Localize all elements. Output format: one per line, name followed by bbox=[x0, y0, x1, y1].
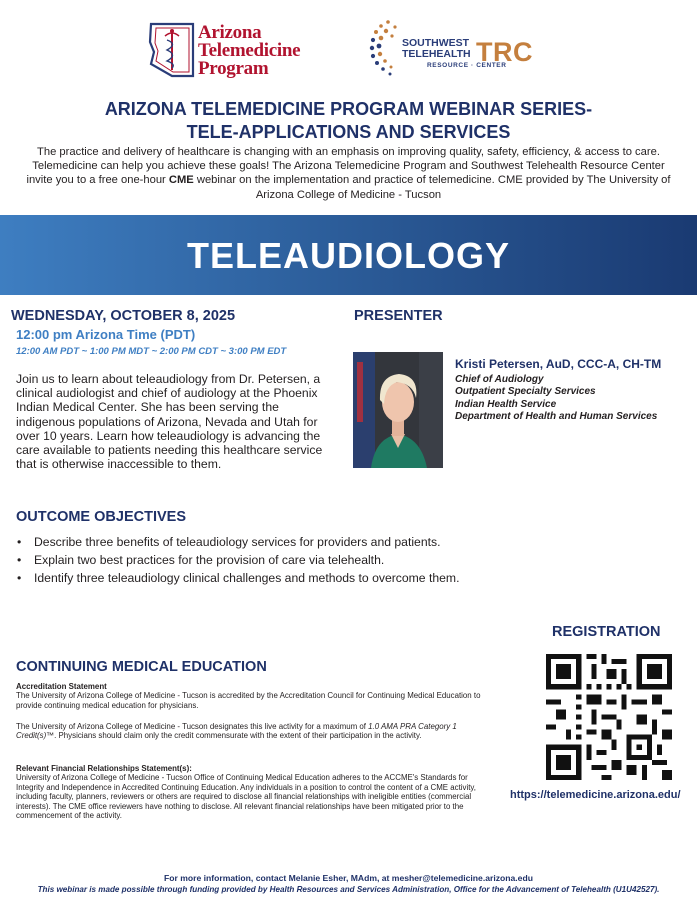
accreditation-title: Accreditation Statement bbox=[16, 682, 107, 691]
presenter-title: Chief of Audiology bbox=[455, 374, 544, 385]
event-date: WEDNESDAY, OCTOBER 8, 2025 bbox=[11, 308, 236, 324]
presenter-photo bbox=[353, 352, 443, 468]
intro-text: The practice and delivery of healthcare is changing with an emphasis on improving quality, safety, efficiency, & access to care. Telemedicine can help you achieve these goals! The Arizona Telemedicine Program and Southwest Telehealth Resource Center invite you to a free one-hour bbox=[26, 146, 665, 187]
presenter-heading: PRESENTER bbox=[354, 308, 443, 324]
designation-text-end: . Physicians should claim only the credit commensurate with the extent of their participation in the activity. bbox=[54, 731, 422, 741]
list-item: • Explain two best practices for the provision of care via telehealth. bbox=[17, 552, 657, 570]
registration-qr-code[interactable] bbox=[546, 654, 672, 780]
arizona-telemedicine-program-logo bbox=[148, 22, 320, 80]
atp-line-3: Program bbox=[198, 58, 269, 79]
topic-title: TELEAUDIOLOGY bbox=[186, 235, 510, 276]
southwest-telehealth-logo bbox=[368, 18, 558, 78]
intro-text-end: webinar on the implementation and practice of telemedicine. CME provided by The University of Arizona College of Medicine - Tucson bbox=[193, 174, 671, 201]
presenter-name: Kristi Petersen, AuD, CCC-A, CH-TM bbox=[455, 357, 662, 371]
event-other-times: 12:00 AM PDT ~ 1:00 PM MDT ~ 2:00 PM CDT ~ 3:00 PM EDT bbox=[16, 346, 287, 357]
atp-line-2: Telemedicine bbox=[198, 40, 301, 61]
series-title-line-1: ARIZONA TELEMEDICINE PROGRAM WEBINAR SERIES- bbox=[104, 99, 593, 119]
relationships-title: Relevant Financial Relationships Statement(s): bbox=[16, 764, 192, 773]
swt-line-1: SOUTHWEST bbox=[402, 37, 470, 49]
swt-wordmark bbox=[402, 38, 471, 60]
intro-paragraph bbox=[20, 145, 677, 202]
presenter-title: Department of Health and Human Services bbox=[455, 411, 658, 422]
registration-heading: REGISTRATION bbox=[552, 624, 661, 640]
series-title-line-2: TELE-APPLICATIONS AND SERVICES bbox=[186, 122, 511, 142]
financial-relationships bbox=[16, 764, 494, 820]
atp-wordmark bbox=[198, 24, 300, 78]
arizona-map-caduceus-icon bbox=[148, 22, 196, 78]
objectives-list bbox=[17, 534, 657, 587]
designation-credit: 1.0 AMA PRA Category 1 Credit(s)™ bbox=[16, 722, 457, 741]
cme-heading: CONTINUING MEDICAL EDUCATION bbox=[16, 659, 267, 675]
registration-link[interactable]: https://telemedicine.arizona.edu/ bbox=[510, 789, 681, 801]
list-item: • Identify three teleaudiology clinical challenges and methods to overcome them. bbox=[17, 570, 657, 588]
presenter-title: Outpatient Specialty Services bbox=[455, 386, 596, 397]
swt-resource-center: RESOURCE · CENTER bbox=[427, 62, 507, 69]
contact-footer: For more information, contact Melanie Esher, MAdm, at mesher@telemedicine.arizona.edu bbox=[164, 873, 533, 883]
swt-dots-icon bbox=[368, 18, 406, 78]
topic-banner bbox=[0, 215, 697, 295]
atp-line-1: Arizona bbox=[198, 22, 262, 43]
swt-trc-mark: TRC bbox=[476, 37, 533, 67]
objectives-heading: OUTCOME OBJECTIVES bbox=[16, 509, 186, 525]
swt-line-2: TELEHEALTH bbox=[402, 48, 471, 60]
credit-designation bbox=[16, 722, 494, 741]
event-time: 12:00 pm Arizona Time (PDT) bbox=[16, 327, 196, 342]
presenter-title: Indian Health Service bbox=[455, 399, 557, 410]
list-item: • Describe three benefits of teleaudiology services for providers and patients. bbox=[17, 534, 657, 552]
accreditation-statement bbox=[16, 682, 494, 710]
event-description: Join us to learn about teleaudiology from Dr. Petersen, a clinical audiologist and chief of audiology at the Phoenix Indian Medical Center. She has been serving the indigenous populations of Arizona, Nevada and Utah for over 10 years. Learn how teleaudiology is advancing the care available to patients needing this healthcare service that is otherwise inaccessible to them. bbox=[16, 372, 323, 472]
accreditation-text: The University of Arizona College of Medicine - Tucson is accredited by the Accreditation Council for Continuing Medical Education to provide continuing medical education for physicians. bbox=[16, 691, 481, 710]
intro-cme-bold: CME bbox=[168, 174, 194, 187]
designation-text: The University of Arizona College of Medicine - Tucson designates this live activity for a maximum of bbox=[16, 722, 369, 731]
funding-footer: This webinar is made possible through funding provided by Health Resources and Services Administration, Office for the Advancement of Telehealth (U1U42527). bbox=[37, 885, 660, 894]
relationships-text: University of Arizona College of Medicine - Tucson Office of Continuing Medical Education adheres to the ACCME's Standards for Integrity and Independence in Accredited Continuing Education. Any individuals in a position to control the content of a CME activity, including faculty, planners, reviewers or others are required to disclose all financial relationships with ineligible entities (commercial interests). The CME office reviewers have nothing to disclose. All relevant financial relationships have been mitigated prior to the commencement of the activity. bbox=[16, 773, 476, 821]
